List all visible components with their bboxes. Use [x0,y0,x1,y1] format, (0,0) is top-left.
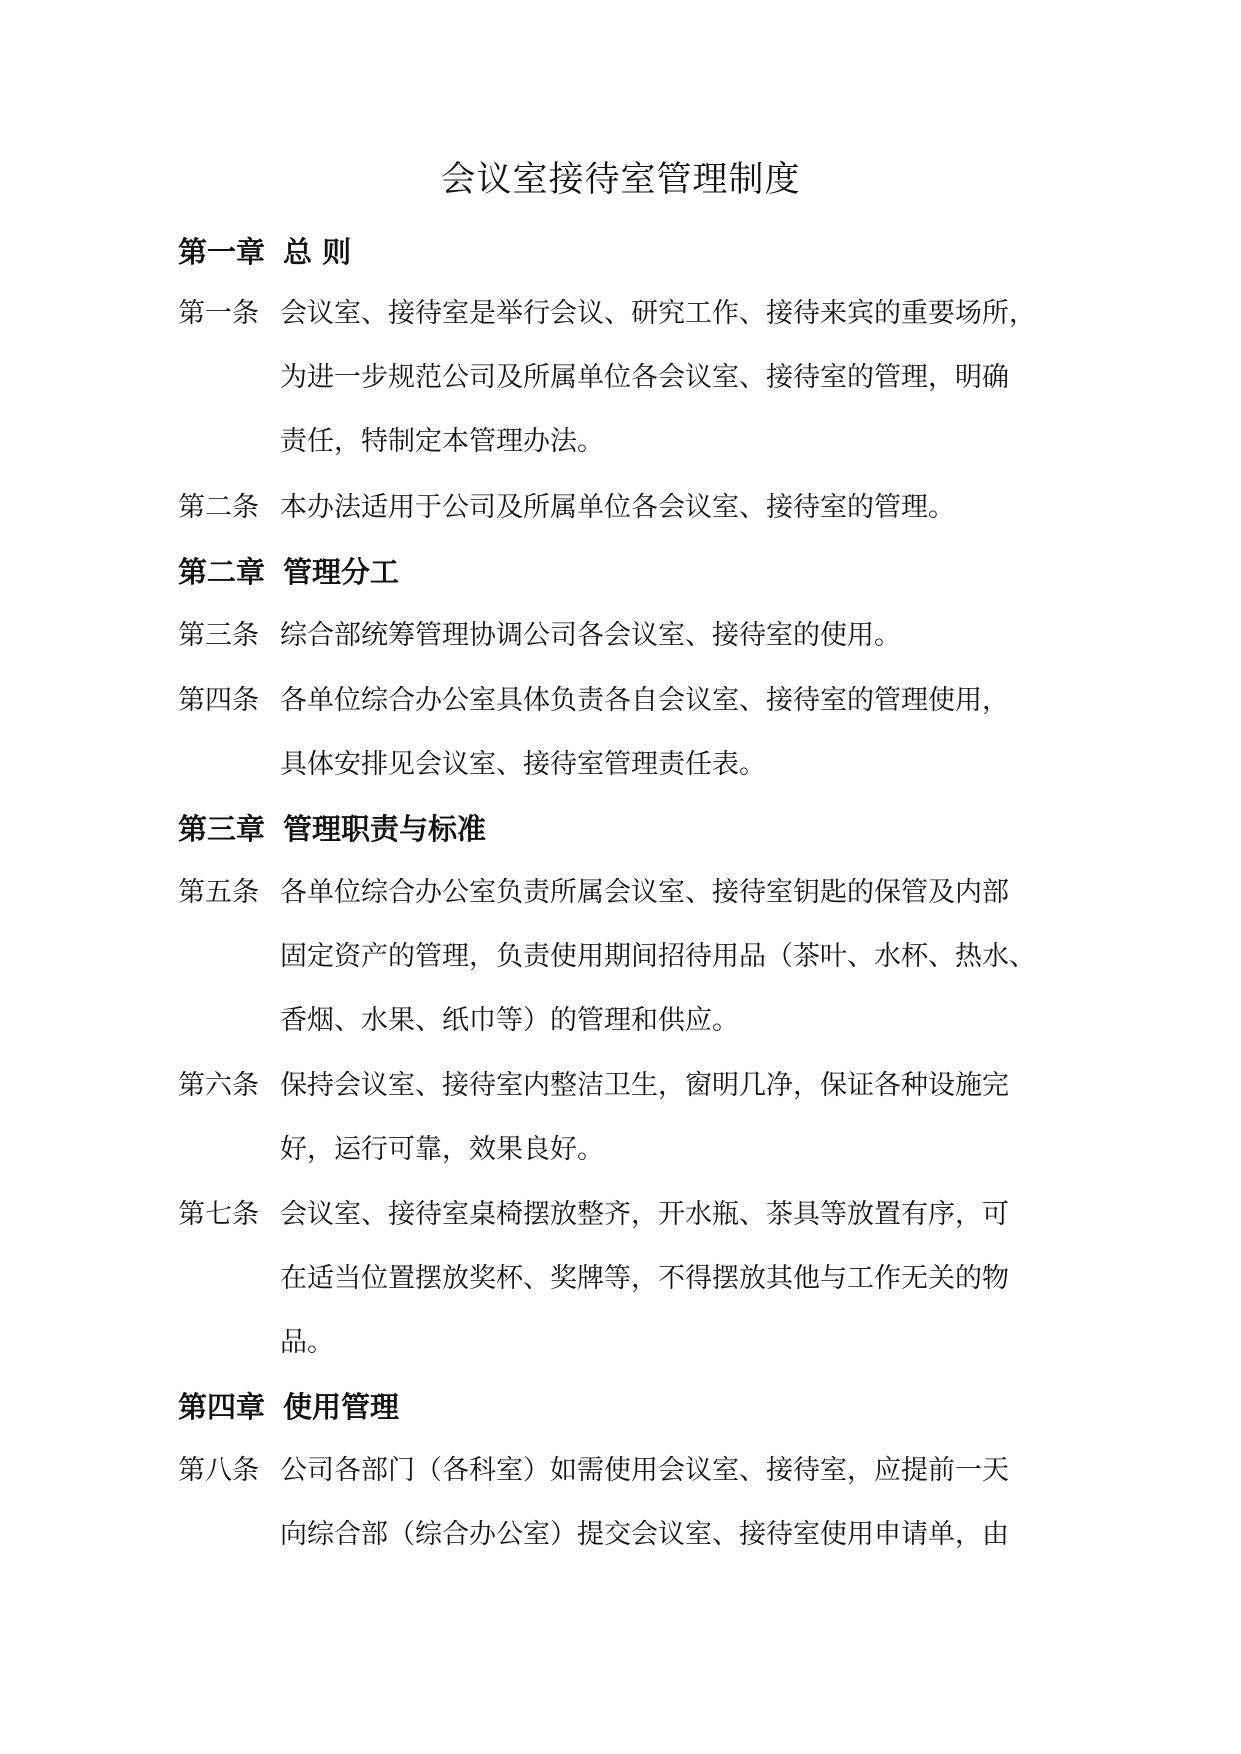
chapter-heading-3 [178,809,486,849]
chapter-name: 管理分工 [283,555,400,589]
article-text-line: 为进一步规范公司及所属单位各会议室、接待室的管理，明确 [280,362,1009,393]
article-number: 第八条 [178,1455,259,1486]
article-text-line: 向综合部（综合办公室）提交会议室、接待室使用申请单，由 [280,1519,1009,1550]
chapter-label: 第三章 [178,812,266,846]
chapter-label: 第二章 [178,555,266,589]
chapter-name: 总 则 [283,235,352,269]
article-text-line: 香烟、水果、纸巾等）的管理和供应。 [280,1005,739,1036]
article-text-line: 责任，特制定本管理办法。 [280,426,604,457]
article-number: 第二条 [178,492,259,523]
article-text-line: 具体安排见会议室、接待室管理责任表。 [280,749,766,780]
article-text-line: 公司各部门（各科室）如需使用会议室、接待室，应提前一天 [280,1455,1009,1486]
article-number: 第四条 [178,685,259,716]
chapter-heading-1 [178,232,351,272]
article-text-line: 会议室、接待室是举行会议、研究工作、接待来宾的重要场所， [280,298,1036,329]
chapter-name: 管理职责与标准 [283,812,487,846]
article-number: 第六条 [178,1070,259,1101]
chapter-name: 使用管理 [283,1390,400,1424]
document-title: 会议室接待室管理制度 [440,160,801,200]
chapter-heading-2 [178,552,399,592]
article-number: 第三条 [178,620,259,651]
article-text-line: 本办法适用于公司及所属单位各会议室、接待室的管理。 [280,492,955,523]
article-number: 第一条 [178,298,259,329]
article-text-line: 各单位综合办公室具体负责各自会议室、接待室的管理使用， [280,685,1009,716]
article-text-line: 综合部统筹管理协调公司各会议室、接待室的使用。 [280,620,901,651]
article-number: 第五条 [178,877,259,908]
article-text-line: 各单位综合办公室负责所属会议室、接待室钥匙的保管及内部 [280,877,1009,908]
chapter-label: 第一章 [178,235,266,269]
chapter-heading-4 [178,1387,399,1427]
chapter-label: 第四章 [178,1390,266,1424]
article-number: 第七条 [178,1199,259,1230]
article-text-line: 品。 [280,1327,334,1358]
article-text-line: 会议室、接待室桌椅摆放整齐，开水瓶、茶具等放置有序，可 [280,1199,1009,1230]
article-text-line: 保持会议室、接待室内整洁卫生，窗明几净，保证各种设施完 [280,1070,1009,1101]
article-text-line: 在适当位置摆放奖杯、奖牌等，不得摆放其他与工作无关的物 [280,1263,1009,1294]
article-text-line: 好，运行可靠，效果良好。 [280,1134,604,1165]
article-text-line: 固定资产的管理，负责使用期间招待用品（茶叶、水杯、热水、 [280,941,1036,972]
